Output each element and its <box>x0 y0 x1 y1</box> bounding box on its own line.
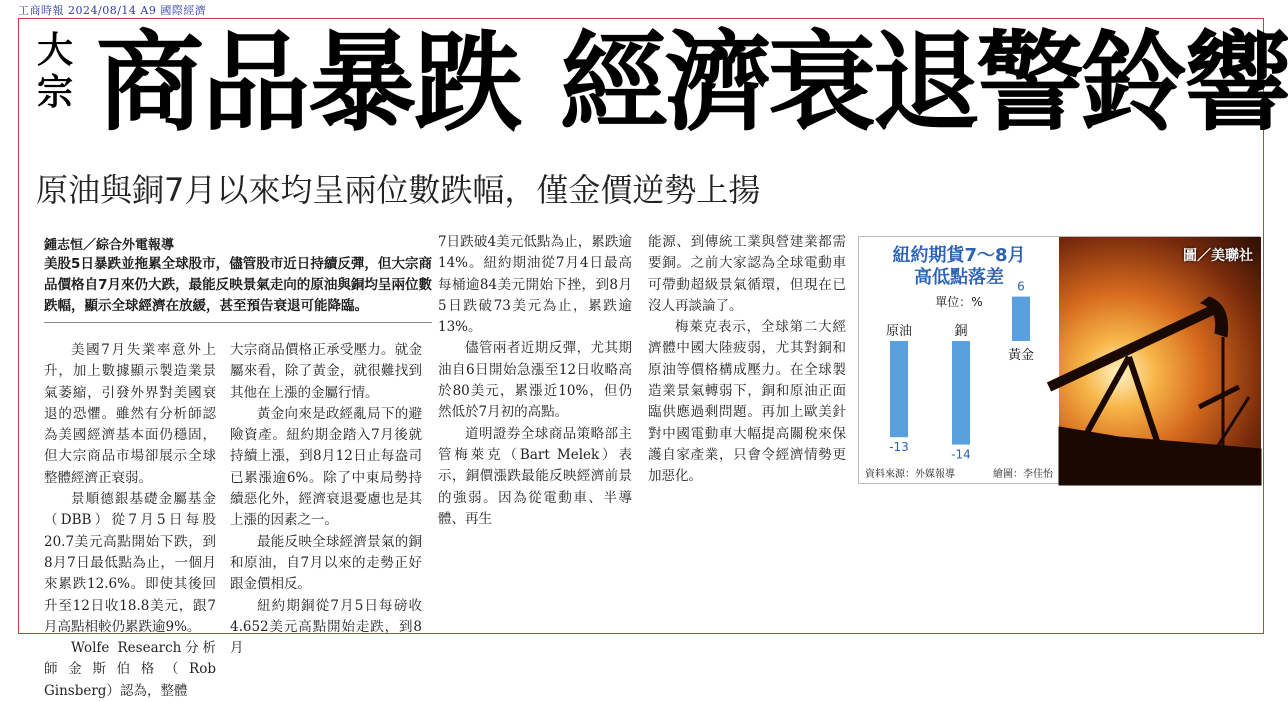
headline-prefix-line1: 大 <box>36 30 73 71</box>
chart-source: 資料來源：外媒報導 <box>865 469 955 480</box>
headline-part2: 經濟衰退警鈴響 <box>560 21 1288 146</box>
category-label: 黃金 <box>1007 348 1035 363</box>
chart-title-line1: 紐約期貨7～8月 <box>892 245 1026 266</box>
chart-title-line2: 高低點落差 <box>914 267 1004 288</box>
subheadline: 原油與銅7月以來均呈兩位數跌幅，僅金價逆勢上揚 <box>36 171 761 209</box>
chart-title <box>859 245 1059 289</box>
paragraph: 儘管兩者近期反彈，尤其期油自6日開始急漲至12日收略高於80美元，累漲近10%，但仍然低於7月初的高點。 <box>438 340 632 421</box>
category-label: 原油 <box>885 324 913 339</box>
column-2 <box>230 340 422 657</box>
paragraph: Wolfe Research分析師金斯伯格（Rob Ginsberg）認為，整體 <box>44 640 216 699</box>
paragraph: 能源、到傳統工業與營建業都需要銅。之前大家認為全球電動車可帶動超級景氣循環，但現在已沒人再談論了。 <box>648 234 846 314</box>
lead-paragraph: 美股5日暴跌並拖累全球股市，儘管股市近日持續反彈，但大宗商品價格自7月來仍大跌，最能反映景氣走向的原油與銅均呈兩位數跌幅，顯示全球經濟在放緩，甚至預告衰退可能降臨。 <box>44 256 432 314</box>
oil-pump-photo <box>1059 237 1261 485</box>
headline-part1: 商品暴跌 <box>96 21 521 146</box>
column-3 <box>438 232 632 532</box>
headline-prefix-line2: 宗 <box>36 72 73 113</box>
column-1 <box>44 340 216 699</box>
value-label: -14 <box>951 447 971 462</box>
paragraph: 景順德銀基礎金屬基金（DBB）從7月5日每股20.7美元高點開始下跌，到8月7日最低點為止，一個月來累跌12.6%。即使其後回升至12日收18.8美元，跟7月高點相較仍累跌逾9%。 <box>44 491 216 635</box>
paragraph: 7日跌破4美元低點為止，累跌逾14%。紐約期油從7月4日最高每桶逾84美元開始下挫，到8月5日跌破73美元為止，累跌逾13%。 <box>438 234 632 336</box>
category-label: 銅 <box>954 324 968 339</box>
paragraph: 道明證券全球商品策略部主管梅萊克（Bart Melek）表示，銅價漲跌最能反映經濟前景的強弱。因為從電動車、半導體、再生 <box>438 425 632 527</box>
paragraph: 梅萊克表示，全球第二大經濟體中國大陸疲弱，尤其對銅和原油等價格構成壓力。在全球製造業景氣轉弱下，銅和原油正面臨供應過剩問題。再加上歐美針對中國電動車大幅提高關稅來保護自家產業，只會令經濟情勢更加惡化。 <box>648 319 846 485</box>
photo-credit: 圖／美聯社 <box>1183 248 1253 264</box>
bar-1 <box>952 341 970 445</box>
pumpjack-silhouette-icon <box>1059 237 1261 485</box>
lead-divider <box>44 322 432 323</box>
value-label: -13 <box>889 440 909 455</box>
bar-0 <box>890 341 908 437</box>
value-label: 6 <box>1017 279 1025 294</box>
paragraph: 紐約期銅從7月5日每磅收4.652美元高點開始走跌，到8月 <box>230 597 422 657</box>
paragraph: 最能反映全球經濟景氣的銅和原油，自7月以來的走勢正好跟金價相反。 <box>230 533 422 593</box>
byline: 鍾志恒／綜合外電報導 <box>44 238 175 253</box>
chart-designer: 繪圖：李佳怡 <box>993 469 1053 480</box>
infographic <box>858 236 1260 484</box>
column-4 <box>648 232 846 492</box>
masthead: 工商時報 2024/08/14 A9 國際經濟 <box>18 4 207 17</box>
paragraph: 美國7月失業率意外上升，加上數據顯示製造業景氣萎縮，引發外界對美國衰退的恐懼。雖然有分析師認為美國經濟基本面仍穩固，但大宗商品市場卻展示全球整體經濟正衰弱。 <box>44 342 216 486</box>
paragraph: 黃金向來是政經亂局下的避險資產。紐約期金踏入7月後就持續上漲，到8月12日止每盎司已累漲逾6%。除了中東局勢持續惡化外，經濟衰退憂慮也是其上漲的因素之一。 <box>230 405 422 529</box>
headline-prefix <box>34 30 76 114</box>
paragraph: 大宗商品價格正承受壓力。就金屬來看，除了黃金，就很難找到其他在上漲的金屬行情。 <box>230 342 422 401</box>
chart-unit: 單位：% <box>935 295 983 309</box>
bar-2 <box>1012 297 1030 341</box>
